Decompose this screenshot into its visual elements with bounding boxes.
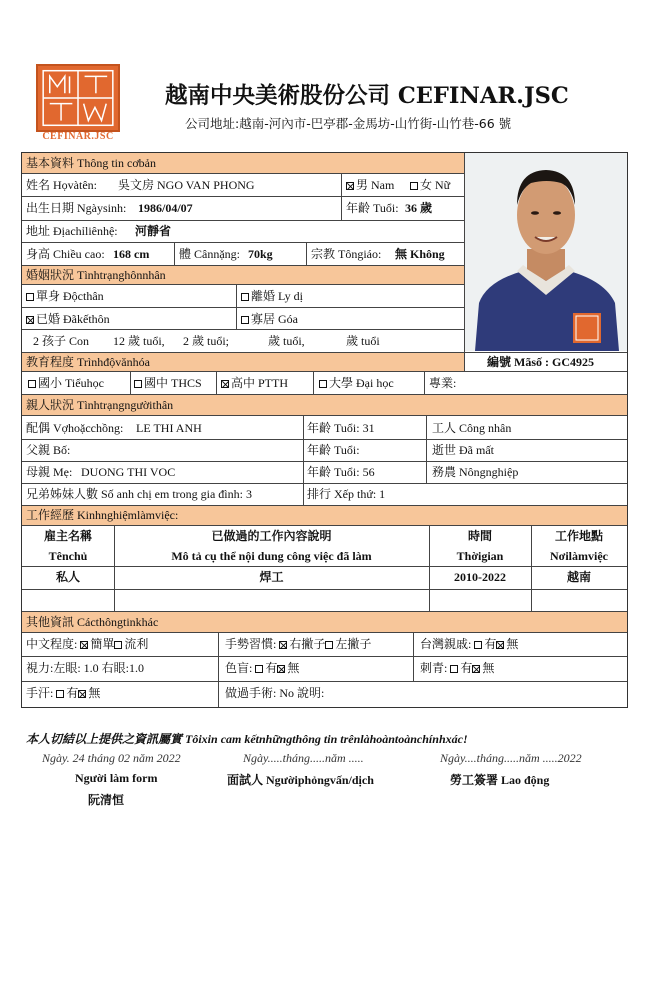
mother-value[interactable]: DUONG THI VOC [81, 465, 176, 479]
mother-label: 母親 Mẹ: [26, 465, 73, 479]
chinese-fluent-checkbox[interactable] [114, 641, 122, 649]
surgery-history[interactable]: 做過手術: No 說明: [225, 686, 325, 700]
marital-married-option[interactable]: 已婚 Đãkếthôn [26, 312, 110, 326]
tattoo[interactable]: 刺青: 有 無 [420, 661, 495, 675]
taiwan-relatives[interactable]: 台灣親戚: 有 無 [420, 637, 519, 651]
single-checkbox[interactable] [26, 293, 34, 301]
edu-high-option[interactable]: 高中 PTTH [221, 376, 288, 390]
signer-interviewer: 面試人 Ngườiphỏngvấn/dịch [227, 773, 374, 787]
company-name: 越南中央美術股份公司 CEFINAR.JSC [165, 83, 569, 109]
commitment-statement: 本人切結以上提供之資訊屬實 Tôixin cam kếtnhữngthông tin trênlàhoàntoànchínhxác! [26, 732, 468, 746]
family-heading: 親人狀況 Tìnhtrạngngườithân [26, 398, 174, 412]
spouse-label: 配偶 Vợhoặcchồng: [26, 421, 124, 435]
age-label: 年齡 Tuổi: [346, 201, 399, 215]
chinese-simple-checkbox[interactable] [80, 641, 88, 649]
col-time-cn: 時間 [467, 529, 492, 543]
work-row-time[interactable]: 2010-2022 [454, 570, 506, 584]
edu-primary-option[interactable]: 國小 Tiểuhọc [28, 376, 104, 390]
spouse-age[interactable]: 年齡 Tuổi: 31 [307, 421, 375, 435]
middle-checkbox[interactable] [134, 380, 142, 388]
col-desc-cn: 已做過的工作內容說明 [211, 529, 332, 543]
work-row-employer[interactable]: 私人 [55, 570, 80, 584]
signer-form-maker: Người làm form [75, 771, 158, 785]
tattoo-no-checkbox[interactable] [472, 665, 480, 673]
father-label[interactable]: 父親 Bố: [26, 443, 71, 457]
work-row-place[interactable]: 越南 [566, 570, 591, 584]
sweat-yes-checkbox[interactable] [56, 690, 64, 698]
sibling-rank[interactable]: 排行 Xếp thứ: 1 [307, 487, 386, 501]
company-address: 公司地址:越南-河內市-巴亭郡-金馬坊-山竹街-山竹巷-66 號 [185, 116, 512, 131]
logo-caption: CEFINAR.JSC [42, 131, 114, 142]
col-employer-vn: Tênchủ [48, 549, 88, 563]
sweaty-hands[interactable]: 手汗: 有 無 [26, 686, 101, 700]
father-status[interactable]: 逝世 Đã mất [432, 443, 494, 457]
height-label: 身高 Chiều cao: [26, 247, 105, 261]
education-heading: 教育程度 Trìnhđộvănhóa [26, 355, 150, 369]
work-row-desc[interactable]: 焊工 [259, 570, 284, 584]
company-logo [36, 64, 120, 132]
child-age-3[interactable]: 歲 tuổi, [268, 334, 305, 348]
primary-checkbox[interactable] [28, 380, 36, 388]
applicant-code: 編號 Mãsố : GC4925 [487, 355, 594, 369]
col-place-cn: 工作地點 [554, 529, 603, 543]
gender-female-checkbox[interactable] [410, 182, 418, 190]
address-label: 地址 Địachỉliênhệ: [26, 224, 118, 238]
col-place-vn: Nơilàmviệc [550, 549, 608, 563]
right-hand-checkbox[interactable] [279, 641, 287, 649]
religion-label: 宗教 Tôngiáo: [311, 247, 382, 261]
university-checkbox[interactable] [319, 380, 327, 388]
col-desc-vn: Mô tả cụ thể nội dung công việc đã làm [171, 549, 372, 563]
marital-divorced-option[interactable]: 離婚 Ly dị [241, 289, 303, 303]
height-value[interactable]: 168 cm [113, 247, 150, 261]
colorblind-no-checkbox[interactable] [277, 665, 285, 673]
taiwan-no-checkbox[interactable] [496, 641, 504, 649]
date-interviewer: Ngày.....tháng.....năm ..... [243, 751, 364, 765]
signer-worker: 勞工簽署 Lao động [450, 773, 550, 787]
signer-name: 阮清恒 [88, 793, 125, 807]
weight-value[interactable]: 70kg [248, 247, 273, 261]
work-heading: 工作經歷 Kinhnghiệmlàmviệc: [26, 508, 179, 522]
tattoo-yes-checkbox[interactable] [450, 665, 458, 673]
mother-age[interactable]: 年齡 Tuổi: 56 [307, 465, 375, 479]
major-label[interactable]: 專業: [429, 376, 457, 390]
marital-single-option[interactable]: 單身 Độcthân [26, 289, 104, 303]
vision[interactable]: 視力:左眼: 1.0 右眼:1.0 [26, 661, 145, 675]
spouse-value[interactable]: LE THI ANH [136, 421, 202, 435]
siblings-count[interactable]: 兄弟姊妹人數 Số anh chị em trong gia đình: 3 [26, 487, 252, 501]
dob-value[interactable]: 1986/04/07 [138, 201, 193, 215]
address-value[interactable]: 河靜省 [135, 224, 172, 238]
taiwan-yes-checkbox[interactable] [474, 641, 482, 649]
weight-label: 體 Cânnặng: [179, 247, 240, 261]
left-hand-checkbox[interactable] [325, 641, 333, 649]
basic-heading: 基本資料 Thông tin cơbản [26, 156, 156, 170]
applicant-photo [465, 153, 627, 351]
marital-heading: 婚姻狀況 Tìnhtrạnghônnhân [26, 268, 166, 282]
name-label: 姓名 Họvàtên: [26, 178, 97, 192]
divorced-checkbox[interactable] [241, 293, 249, 301]
father-age[interactable]: 年齡 Tuổi: [307, 443, 360, 457]
colorblind[interactable]: 色盲: 有 無 [225, 661, 300, 675]
chinese-level[interactable]: 中文程度: 簡單 流利 [26, 637, 149, 651]
date-worker: Ngày....tháng.....năm .....2022 [440, 751, 582, 765]
high-checkbox[interactable] [221, 380, 229, 388]
age-value[interactable]: 36 歲 [405, 201, 433, 215]
sweat-no-checkbox[interactable] [78, 690, 86, 698]
col-time-vn: Thờigian [456, 549, 504, 563]
date-form-maker: Ngày. 24 tháng 02 năm 2022 [42, 751, 181, 765]
child-age-4[interactable]: 歲 tuổi [346, 334, 380, 348]
name-value[interactable]: 吳文房 NGO VAN PHONG [118, 178, 255, 192]
colorblind-yes-checkbox[interactable] [255, 665, 263, 673]
mother-job[interactable]: 務農 Nôngnghiệp [432, 465, 519, 479]
marital-widowed-option[interactable]: 寡居 Góa [241, 312, 298, 326]
child-age-2[interactable]: 2 歲 tuổi; [183, 334, 230, 348]
gender-male-option[interactable]: 男 Nam [346, 178, 394, 192]
children-count[interactable]: 2 孩子 Con [33, 334, 90, 348]
other-heading: 其他資訊 Cácthôngtinkhác [26, 615, 159, 629]
dob-label: 出生日期 Ngàysinh: [26, 201, 127, 215]
gender-male-checkbox[interactable] [346, 182, 354, 190]
edu-university-option[interactable]: 大學 Đại học [319, 376, 394, 390]
col-employer-cn: 雇主名稱 [43, 529, 92, 543]
religion-value[interactable]: 無 Không [395, 247, 445, 261]
spouse-job[interactable]: 工人 Công nhân [432, 421, 512, 435]
edu-middle-option[interactable]: 國中 THCS [134, 376, 202, 390]
child-age-1[interactable]: 12 歲 tuổi, [113, 334, 165, 348]
married-checkbox[interactable] [26, 316, 34, 324]
gender-female-option[interactable]: 女 Nữ [410, 178, 450, 192]
handedness[interactable]: 手勢習慣: 右撇子 左撇子 [225, 637, 372, 651]
widowed-checkbox[interactable] [241, 316, 249, 324]
